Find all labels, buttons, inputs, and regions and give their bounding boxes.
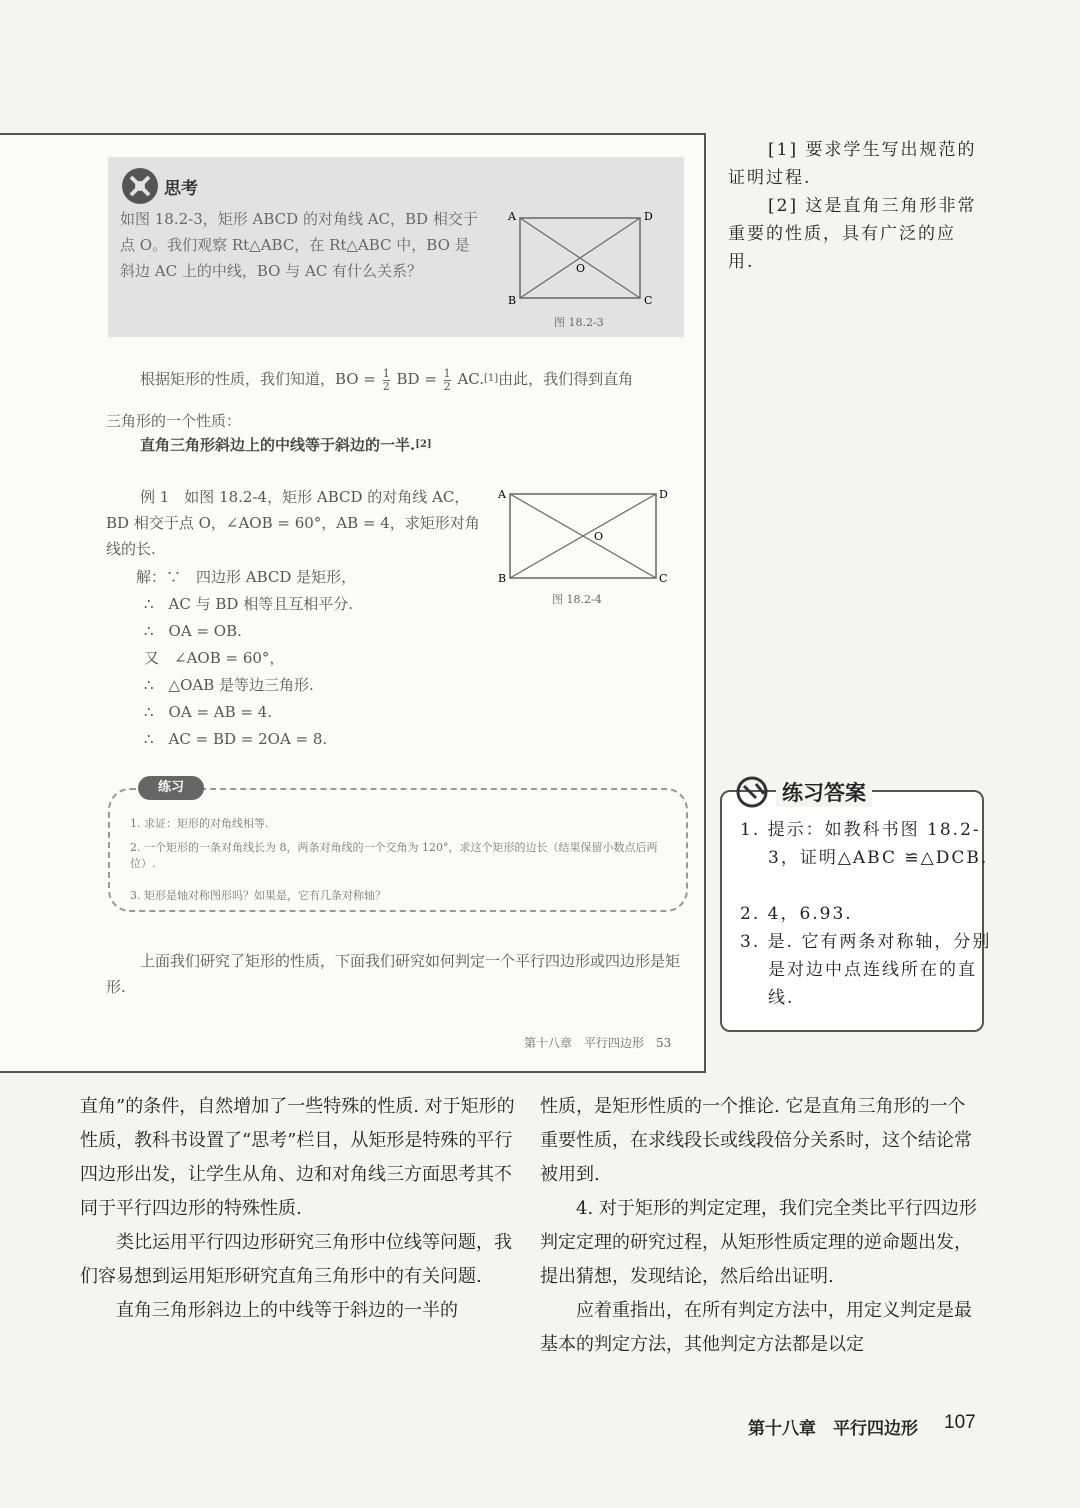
note-1: [1] 要求学生写出规范的证明过程. [728, 140, 977, 188]
figure-label-c: C [644, 294, 653, 307]
page-footer-chapter: 第十八章 平行四边形 [748, 1419, 918, 1439]
exercise-item-1: 1. 求证：矩形的对角线相等. [130, 817, 269, 830]
bottom-left-column [80, 1090, 520, 1328]
answers-icon [734, 774, 774, 810]
bottom-right-column [540, 1090, 980, 1362]
figure-label-a: A [508, 210, 516, 223]
exercise-item-2: 2. 一个矩形的一条对角线长为 8，两条对角线的一个交角为 120°，求这个矩形的边长（结果保留小数点后两位）. [130, 841, 658, 870]
figure2-label-d: D [659, 488, 668, 501]
think-title: 思考 [164, 179, 198, 199]
bottom-right-para-2: 4. 对于矩形的判定定理，我们完全类比平行四边形判定定理的研究过程，从矩形性质定理的逆命题出发，提出猜想，发现结论，然后给出证明. [540, 1198, 977, 1287]
figure-caption: 图 18.2-3 [554, 316, 604, 329]
solution-step-4: 又 ∠AOB = 60°， [144, 649, 285, 667]
bottom-left-para-3: 直角三角形斜边上的中线等于斜边的一半的 [116, 1300, 458, 1321]
note-2: [2] 这是直角三角形非常重要的性质，具有广泛的应用. [728, 196, 977, 272]
figure2-label-o: O [594, 530, 604, 543]
page-number: 107 [944, 1412, 976, 1433]
figure2-label-a: A [498, 488, 506, 501]
figure-18-2-4 [494, 484, 674, 588]
exercise-tag: 练习 [138, 776, 204, 800]
figure-label-d: D [644, 210, 653, 223]
closing-text: 上面我们研究了矩形的性质，下面我们研究如何判定一个平行四边形或四边形是矩形. [106, 952, 681, 996]
solution-step-7: ∴ AC = BD = 2OA = 8. [144, 730, 328, 748]
figure-label-o: O [576, 262, 586, 275]
property-line2: 三角形的一个性质： [106, 412, 242, 430]
solution-step-3: ∴ OA = OB. [144, 622, 242, 640]
figure2-label-b: B [498, 572, 507, 585]
figure2-label-c: C [659, 572, 668, 585]
figure2-caption: 图 18.2-4 [552, 593, 602, 606]
theorem-text: 直角三角形斜边上的中线等于斜边的一半.[2] [140, 436, 432, 454]
example-text: 例 1 如图 18.2-4，矩形 ABCD 的对角线 AC，BD 相交于点 O，∠AOB = 60°，AB = 4，求矩形对角线的长. [106, 488, 480, 558]
solution-step-2: ∴ AC 与 BD 相等且互相平分. [144, 595, 353, 613]
bottom-left-para-1: 直角”的条件，自然增加了一些特殊的性质. 对于矩形的性质，教科书设置了“思考”栏目，从矩形是特殊的平行四边形出发，让学生从角、边和对角线三方面思考其不同于平行四边形的特殊性质. [80, 1096, 515, 1219]
think-icon [122, 168, 158, 204]
inner-page-footer: 第十八章 平行四边形 53 [524, 1036, 672, 1050]
solution-step-6: ∴ OA = AB = 4. [144, 703, 273, 721]
bottom-right-para-1: 性质，是矩形性质的一个推论. 它是直角三角形的一个重要性质，在求线段长或线段倍分关系时，这个结论常被用到. [540, 1096, 972, 1185]
answer-1: 1. 提示：如教科书图 18.2-3，证明△ABC ≌△DCB. [740, 820, 989, 868]
think-text: 如图 18.2-3，矩形 ABCD 的对角线 AC，BD 相交于点 O。我们观察 Rt△ABC，在 Rt△ABC 中，BO 是斜边 AC 上的中线，BO 与 AC 有什么关系？ [120, 210, 478, 280]
answers-title: 练习答案 [776, 777, 872, 807]
figure-18-2-3 [506, 208, 656, 312]
answer-2: 2. 4，6.93. [740, 904, 853, 924]
property-line1: 根据矩形的性质，我们知道，BO = $\frac{1}{2}$ BD = $\frac{1}{2}$ AC.[1]由此，我们得到直角 [140, 366, 634, 393]
exercise-item-3: 3. 矩形是轴对称图形吗？如果是，它有几条对称轴？ [130, 889, 386, 902]
bottom-right-para-3: 应着重指出，在所有判定方法中，用定义判定是最基本的判定方法，其他判定方法都是以定 [540, 1300, 972, 1355]
solution-step-5: ∴ △OAB 是等边三角形. [144, 676, 314, 694]
answer-3: 3. 是. 它有两条对称轴，分别是对边中点连线所在的直线. [740, 932, 992, 1008]
solution-step-1: 解：∵ 四边形 ABCD 是矩形， [136, 568, 357, 586]
bottom-left-para-2: 类比运用平行四边形研究三角形中位线等问题，我们容易想到运用矩形研究直角三角形中的有关问题. [80, 1232, 512, 1287]
figure-label-b: B [508, 294, 517, 307]
